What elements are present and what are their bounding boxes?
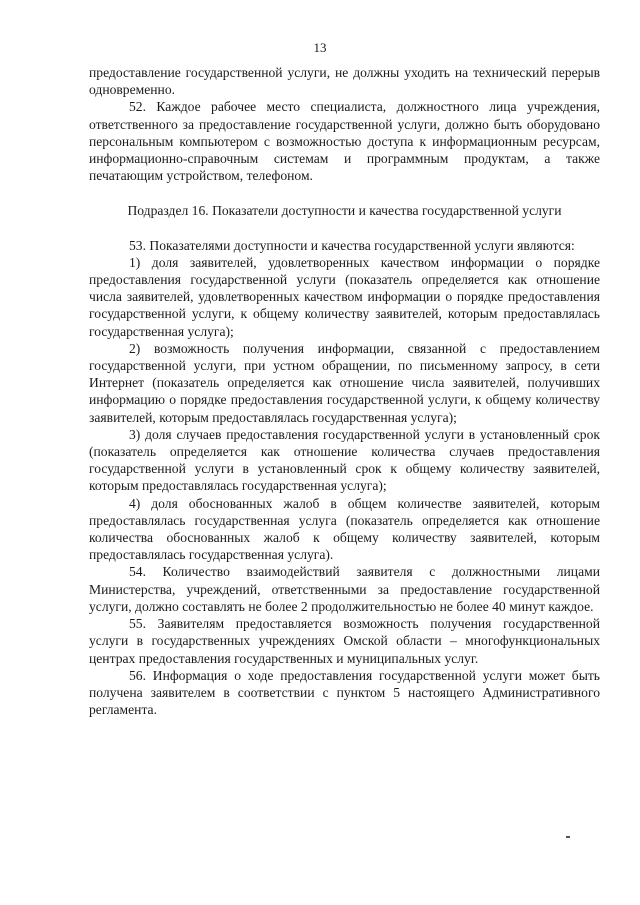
- paragraph-53: 53. Показателями доступности и качества государственной услуги являются:: [129, 237, 575, 253]
- paragraph-53-item-4: 4) доля обоснованных жалоб в общем количестве заявителей, которым предоставлялась государственная услуга (показатель определяется как отношение количества обоснованных жалоб к общему количеству заявителей, которым предоставлялась государственная услуга).: [89, 495, 600, 563]
- paragraph-56: 56. Информация о ходе предоставления государственной услуги может быть получена заявителем в соответствии с пунктом 5 настоящего Административного регламента.: [89, 667, 600, 718]
- subsection-heading: Подраздел 16. Показатели доступности и качества государственной услуги: [127, 203, 562, 219]
- scan-speck: [566, 836, 570, 838]
- page-number: 13: [313, 40, 327, 55]
- paragraph-54: 54. Количество взаимодействий заявителя с должностными лицами Министерства, учреждений, ответственными за предоставление государственной услуги, должно составлять не более 2 продолжительностью не более 40 минут каждое.: [89, 564, 600, 614]
- paragraph-53-item-2: 2) возможность получения информации, связанной с предоставлением государственной услуги, при устном обращении, по письменному запросу, в сети Интернет (показатель определяется как отношение числа заявителей, получивших информацию о порядке предоставления государственной услуги, к общему количеству заявителей, которым предоставлялась государственная услуга);: [89, 340, 600, 425]
- paragraph-53-item-3: 3) доля случаев предоставления государственной услуги в установленный срок (показатель определяется как отношение количества случаев предоставления государственной услуги в установленный срок к общему количеству заявителей, которым предоставлялась государственная услуга);: [89, 426, 600, 494]
- paragraph-52: 52. Каждое рабочее место специалиста, должностного лица учреждения, ответственного за предоставление государственной услуги, должно быть оборудовано персональным компьютером с возможностью доступа к информационным ресурсам, информационно-справочным системам и программным продуктам, а также печатающим устройством, телефоном.: [89, 99, 600, 184]
- paragraph-55: 55. Заявителям предоставляется возможность получения государственной услуги в государственных учреждениях Омской области – многофункциональных центрах предоставления государственных и муниципальных услуг.: [89, 616, 600, 666]
- paragraph-continuation: предоставление государственной услуги, не должны уходить на технический перерыв одновременно.: [89, 65, 600, 98]
- paragraph-53-item-1: 1) доля заявителей, удовлетворенных качеством информации о порядке предоставления государственной услуги (показатель определяется как отношение числа заявителей, удовлетворенных качеством информации о порядке предоставления государственной услуги, к общему количеству заявителей, которым предоставлялась государственная услуга);: [89, 254, 600, 339]
- document-body: [89, 64, 600, 718]
